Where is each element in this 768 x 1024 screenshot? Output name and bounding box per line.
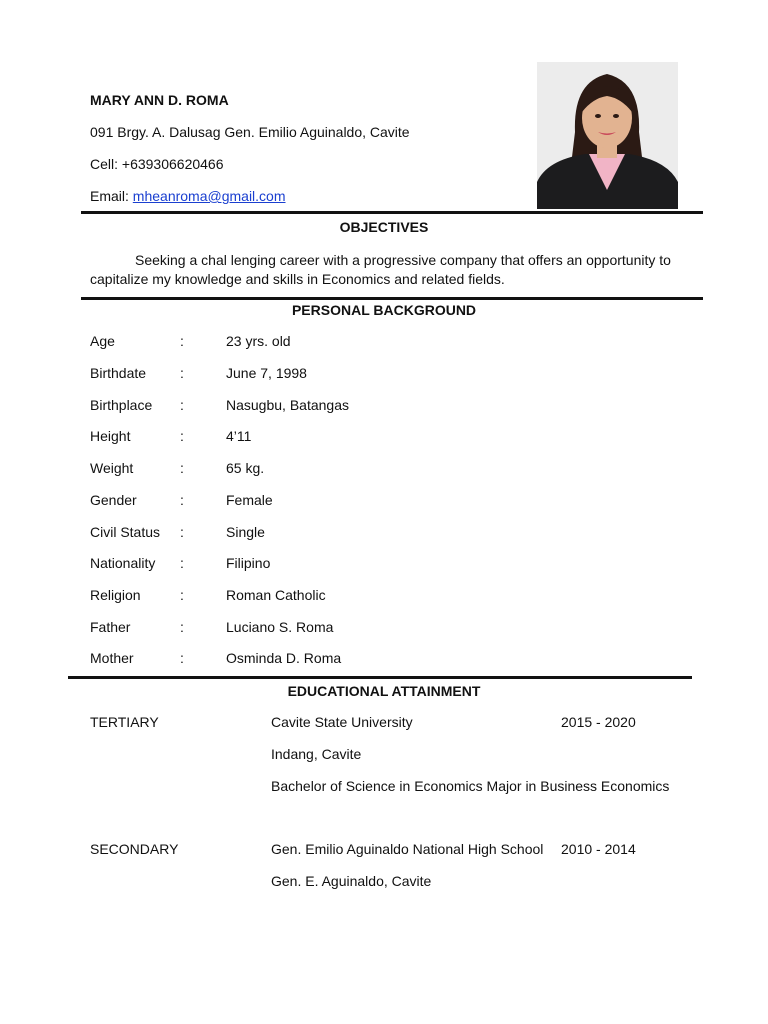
divider [81, 211, 703, 214]
separator-colon: : [180, 460, 184, 476]
education-level-tertiary: TERTIARY [90, 714, 159, 730]
secondary-school: Gen. Emilio Aguinaldo National High School [271, 841, 544, 857]
separator-colon: : [180, 365, 184, 381]
personal-value-weight: 65 kg. [226, 460, 265, 476]
separator-colon: : [180, 587, 184, 603]
tertiary-years: 2015 - 2020 [561, 714, 636, 730]
tertiary-degree: Bachelor of Science in Economics Major in Business Economics [271, 778, 670, 794]
applicant-name: MARY ANN D. ROMA [90, 92, 229, 108]
email-line [90, 188, 286, 204]
separator-colon: : [180, 333, 184, 349]
personal-value-age: 23 yrs. old [226, 333, 291, 349]
personal-label-height: Height [90, 428, 131, 444]
personal-value-gender: Female [226, 492, 273, 508]
education-level-secondary: SECONDARY [90, 841, 179, 857]
separator-colon: : [180, 619, 184, 635]
separator-colon: : [180, 428, 184, 444]
personal-label-father: Father [90, 619, 131, 635]
address: 091 Brgy. A. Dalusag Gen. Emilio Aguinaldo, Cavite [90, 124, 410, 140]
separator-colon: : [180, 397, 184, 413]
personal-label-gender: Gender [90, 492, 137, 508]
secondary-location: Gen. E. Aguinaldo, Cavite [271, 873, 432, 889]
personal-label-civil-status: Civil Status [90, 524, 161, 540]
personal-value-birthplace: Nasugbu, Batangas [226, 397, 349, 413]
personal-value-nationality: Filipino [226, 555, 271, 571]
personal-value-religion: Roman Catholic [226, 587, 326, 603]
personal-label-birthdate: Birthdate [90, 365, 147, 381]
divider [81, 297, 703, 300]
tertiary-location: Indang, Cavite [271, 746, 362, 762]
separator-colon: : [180, 492, 184, 508]
secondary-years: 2010 - 2014 [561, 841, 636, 857]
cell-number: Cell: +639306620466 [90, 156, 224, 172]
personal-label-mother: Mother [90, 650, 134, 666]
objectives-text [90, 251, 680, 289]
personal-label-age: Age [90, 333, 115, 349]
personal-value-father: Luciano S. Roma [226, 619, 334, 635]
objectives-heading: OBJECTIVES [339, 219, 429, 235]
education-heading: EDUCATIONAL ATTAINMENT [287, 683, 481, 699]
personal-label-birthplace: Birthplace [90, 397, 153, 413]
email-label: Email: [90, 188, 133, 204]
separator-colon: : [180, 650, 184, 666]
personal-label-weight: Weight [90, 460, 134, 476]
email-link[interactable]: mheanroma@gmail.com [132, 188, 286, 204]
objectives-line-1: Seeking a chal lenging career with a progressive company that offers an opportunity to [135, 252, 671, 268]
person-portrait-icon [537, 62, 678, 209]
personal-value-mother: Osminda D. Roma [226, 650, 342, 666]
personal-value-civil-status: Single [226, 524, 265, 540]
personal-background-heading: PERSONAL BACKGROUND [291, 302, 477, 318]
divider [68, 676, 692, 679]
profile-photo [537, 62, 678, 209]
personal-label-religion: Religion [90, 587, 141, 603]
separator-colon: : [180, 524, 184, 540]
personal-value-birthdate: June 7, 1998 [226, 365, 307, 381]
separator-colon: : [180, 555, 184, 571]
personal-label-nationality: Nationality [90, 555, 156, 571]
personal-value-height: 4’11 [226, 428, 252, 444]
objectives-line-2: capitalize my knowledge and skills in Economics and related fields. [90, 271, 505, 287]
tertiary-school: Cavite State University [271, 714, 413, 730]
